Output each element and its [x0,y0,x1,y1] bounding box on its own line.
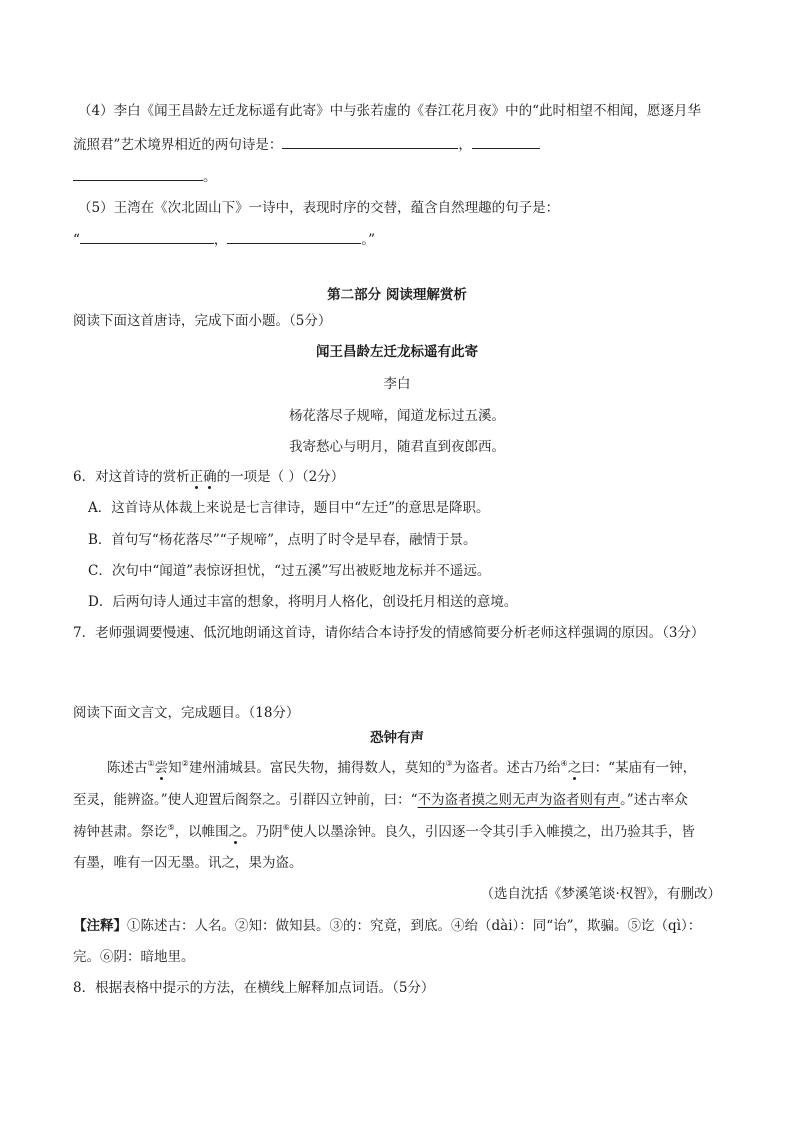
notes-text: ①陈述古：人名。②知：做知县。③的：究竟，到底。④绐（dài）：同“诒”，欺骗。⑤讫（qì）： [127,918,702,934]
q5-answer-blank-2[interactable] [227,229,361,244]
classical-paragraph-line-3 [73,822,695,842]
q4-end: 。 [203,169,217,185]
q6-option-c[interactable]: C．次句中“闻道”表惊讶担忧，“过五溪”写出被贬地龙标并不遥远。 [88,563,491,579]
q6-stem [73,467,344,487]
q6-emphasis-char-1: 正 [189,469,204,485]
poem-author: 李白 [383,376,411,392]
q4-answer-blank-3[interactable] [73,166,203,181]
footnote-marker-4: ④ [560,759,568,768]
emphasis-char-zhi-2: 之 [228,824,243,840]
text-run: 使人以墨涂钟。良久，引囚逐一令其引手入帷摸之，出乃验其手，皆 [289,824,695,840]
q4-line-3 [73,166,217,187]
q5-comma: ， [213,232,228,248]
q7-text: 7．老师强调要慢速、低沉地朗诵这首诗，请你结合本诗抒发的情感简要分析老师这样强调的原因。（3分） [73,625,705,641]
footnote-marker-2: ② [181,759,189,768]
text-run: 为盗者。述古乃绐 [452,760,561,776]
q5-line-2 [73,229,375,250]
notes-line-2: 完。⑥阴：暗地里。 [73,949,195,965]
text-run: 。”述古率众 [620,792,688,808]
q5-answer-blank-1[interactable] [80,229,214,244]
q4-line-2-text: 流照君”艺术境界相近的两句诗是： [73,137,283,153]
q4-line-1: （4）李白《闻王昌龄左迁龙标遥有此寄》中与张若虚的《春江花月夜》中的“此时相望不相闻，愿逐月华 [78,103,701,119]
classical-instruction: 阅读下面文言文，完成题目。（18分） [73,705,300,721]
classical-paragraph-line-4: 有墨，唯有一囚无墨。讯之，果为盗。 [73,855,303,871]
q5-end: 。” [361,232,376,248]
footnote-marker-6: ⑥ [282,823,290,832]
emphasis-char-zhi-1: 之 [567,760,582,776]
q6-stem-a: 6．对这首诗的赏析 [73,469,190,485]
q5-line-1: （5）王湾在《次北固山下》一诗中，表现时序的交替，蕴含自然理趣的句子是： [78,200,560,216]
classical-title: 恐钟有声 [370,730,424,746]
q6-option-a[interactable]: A．这首诗从体裁上来说是七言律诗，题目中“左迁”的意思是降职。 [88,500,490,516]
q8-text: 8．根据表格中提示的方法，在横线上解释加点词语。（5分） [73,980,435,996]
q6-emphasis-char-2: 确 [203,469,217,485]
poem-instruction: 阅读下面这首唐诗，完成下面小题。（5分） [73,313,332,329]
q6-option-b[interactable]: B．首句写“杨花落尽”“子规啼”，点明了时令是早春，融情于景。 [88,532,477,548]
emphasis-char-chang: 尝 [154,760,169,776]
classical-paragraph-line-2 [73,790,688,810]
q5-open-quote: “ [73,232,80,248]
text-run: 知 [168,760,182,776]
text-run: 祷钟甚肃。祭讫 [73,824,168,840]
text-run: 。乃阴 [242,824,283,840]
text-run: 陈述古 [107,760,148,776]
footnote-marker-5: ⑤ [167,823,175,832]
text-run: ，以帷围 [174,824,229,840]
text-run: 至灵，能辨盗。”使人迎置后阁祭之。引群囚立钟前，曰：“ [73,792,418,808]
q4-comma: ， [458,137,472,153]
poem-title: 闻王昌龄左迁龙标遥有此寄 [316,344,478,360]
text-run: 建州浦城县。富民失物，捕得数人，莫知的 [188,760,446,776]
underlined-sentence: 不为盗者摸之则无声为盗者则有声 [417,792,621,808]
poem-line-2: 我寄愁心与明月，随君直到夜郎西。 [289,439,505,455]
q4-line-2 [73,134,540,155]
q6-option-d[interactable]: D．后两句诗人通过丰富的想象，将明月人格化，创设托月相送的意境。 [88,594,518,610]
footnote-marker-1: ① [147,759,155,768]
q6-stem-b: 的一项是（ ）（2分） [216,469,345,485]
part2-title: 第二部分 阅读理解赏析 [327,287,467,303]
q4-answer-blank-2[interactable] [472,134,540,149]
text-run: 曰：“某庙有一钟， [581,760,697,776]
q4-answer-blank-1[interactable] [282,134,458,149]
classical-source: （选自沈括《梦溪笔谈·权智》，有删改） [480,886,721,902]
footnote-marker-3: ③ [445,759,453,768]
notes-label: 【注释】 [73,918,127,934]
poem-line-1: 杨花落尽子规啼，闻道龙标过五溪。 [289,408,505,424]
notes-line-1 [73,916,701,936]
classical-paragraph-line-1 [107,758,696,778]
